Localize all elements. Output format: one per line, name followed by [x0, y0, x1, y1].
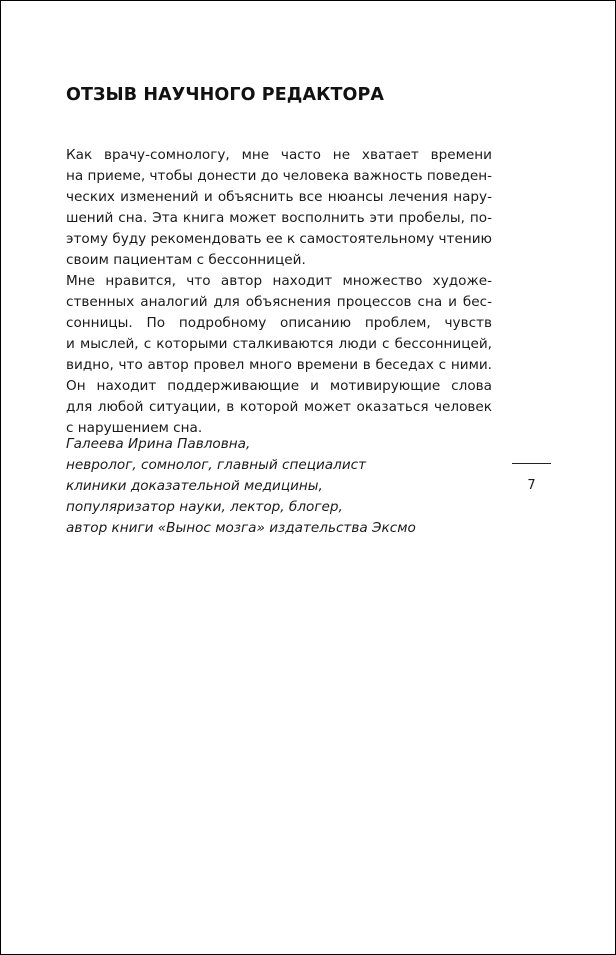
text-line: Как врачу-сомнологу, мне часто не хватает времени [66, 147, 492, 163]
signature-line: клиники доказательной медицины, [66, 478, 323, 494]
text-line: своим пациентам с бессонницей. [66, 252, 306, 268]
review-paragraph-2 [66, 271, 492, 439]
text-line: Мне нравится, что автор находит множество художе- [66, 273, 492, 289]
text-line: и мыслей, с которыми сталкиваются люди с бессонницей, [66, 336, 492, 352]
text-line: этому буду рекомендовать ее к самостоятельному чтению [66, 231, 492, 247]
signature-line: автор книги «Вынос мозга» издательства Эксмо [66, 520, 416, 536]
text-line: сонницы. По подробному описанию проблем, чувств [66, 315, 492, 331]
page-number: 7 [527, 478, 536, 493]
text-line: шений сна. Эта книга может восполнить эти пробелы, по- [66, 210, 492, 226]
signature-line: невролог, сомнолог, главный специалист [66, 457, 367, 473]
text-line: для любой ситуации, в которой может оказаться человек [66, 399, 492, 415]
signature-name: Галеева Ирина Павловна, [66, 436, 251, 452]
review-paragraph-1 [66, 145, 492, 271]
page-title: ОТЗЫВ НАУЧНОГО РЕДАКТОРА [66, 85, 385, 105]
text-line: видно, что автор провел много времени в беседах с ними. [66, 357, 492, 373]
text-line: Он находит поддерживающие и мотивирующие слова [66, 378, 492, 394]
page-number-rule [512, 463, 551, 464]
author-signature [66, 434, 416, 539]
text-line: на приеме, чтобы донести до человека важность поведен- [66, 168, 493, 184]
text-line: с нарушением сна. [66, 420, 203, 436]
text-line: ческих изменений и объяснить все нюансы лечения нару- [66, 189, 492, 205]
text-line: ственных аналогий для объяснения процессов сна и бес- [66, 294, 492, 310]
signature-line: популяризатор науки, лектор, блогер, [66, 499, 343, 515]
